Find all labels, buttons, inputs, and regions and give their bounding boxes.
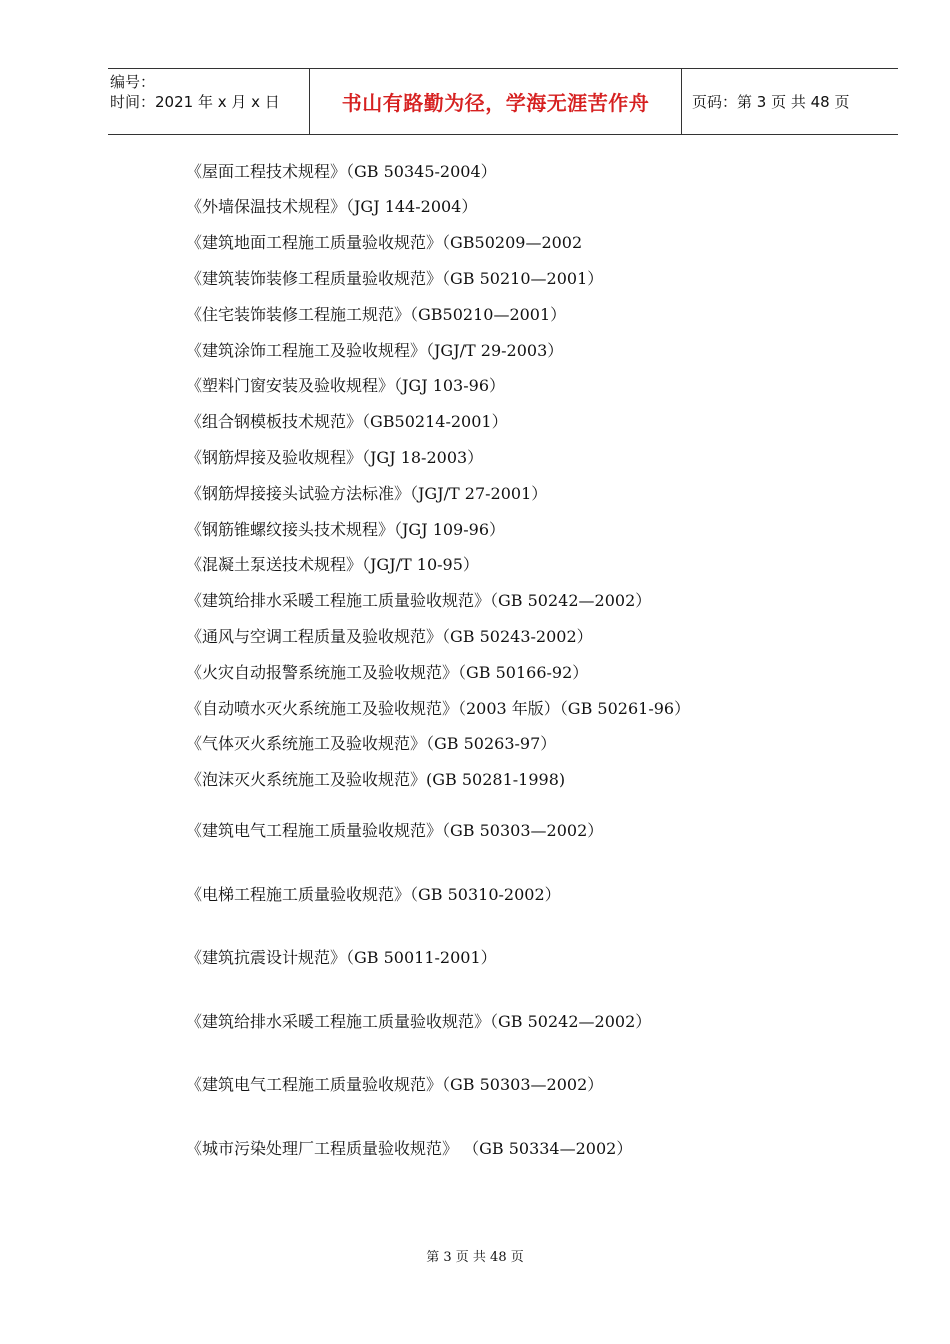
header-motto: 书山有路勤为径，学海无涯苦作舟: [310, 69, 682, 134]
reference-item: 《建筑电气工程施工质量验收规范》（GB 50303—2002）: [186, 821, 604, 840]
reference-item: 《建筑抗震设计规范》（GB 50011-2001）: [186, 948, 497, 967]
reference-item: 《泡沫灭火系统施工及验收规范》(GB 50281-1998): [186, 770, 566, 789]
document-number-label: 编号：: [110, 73, 156, 91]
reference-item: 《住宅装饰装修工程施工规范》（GB50210—2001）: [186, 305, 567, 324]
reference-item: 《外墙保温技术规程》（JGJ 144-2004）: [186, 197, 478, 216]
page-header: [108, 68, 898, 135]
document-date: 时间：2021 年 x 月 x 日: [110, 93, 280, 111]
reference-item: 《屋面工程技术规程》（GB 50345-2004）: [186, 162, 497, 181]
reference-item: 《混凝土泵送技术规程》（JGJ/T 10-95）: [186, 555, 479, 574]
header-page-info: 页码：第 3 页 共 48 页: [692, 93, 850, 111]
footer-page-number: 第 3 页 共 48 页: [426, 1250, 524, 1265]
page-footer: [0, 1246, 950, 1265]
header-meta: [108, 69, 310, 134]
reference-item: 《钢筋焊接及验收规程》（JGJ 18-2003）: [186, 448, 484, 467]
reference-item: 《建筑电气工程施工质量验收规范》（GB 50303—2002）: [186, 1075, 604, 1094]
reference-item: 《电梯工程施工质量验收规范》（GB 50310-2002）: [186, 885, 561, 904]
reference-item: 《组合钢模板技术规范》（GB50214-2001）: [186, 412, 508, 431]
reference-item: 《气体灭火系统施工及验收规范》（GB 50263-97）: [186, 734, 557, 753]
reference-item: 《建筑给排水采暖工程施工质量验收规范》（GB 50242—2002）: [186, 1012, 652, 1031]
reference-item: 《通风与空调工程质量及验收规范》（GB 50243-2002）: [186, 627, 593, 646]
reference-item: 《建筑地面工程施工质量验收规范》（GB50209—2002: [186, 233, 583, 252]
reference-item: 《火灾自动报警系统施工及验收规范》（GB 50166-92）: [186, 663, 589, 682]
reference-item: 《钢筋焊接接头试验方法标准》（JGJ/T 27-2001）: [186, 484, 548, 503]
reference-item: 《城市污染处理厂工程质量验收规范》 （GB 50334—2002）: [186, 1139, 633, 1158]
reference-item: 《自动喷水灭火系统施工及验收规范》（2003 年版）（GB 50261-96）: [186, 699, 691, 718]
reference-item: 《塑料门窗安装及验收规程》（JGJ 103-96）: [186, 376, 506, 395]
reference-item: 《建筑给排水采暖工程施工质量验收规范》（GB 50242—2002）: [186, 591, 652, 610]
reference-item: 《建筑装饰装修工程质量验收规范》（GB 50210—2001）: [186, 269, 604, 288]
reference-item: 《钢筋锥螺纹接头技术规程》（JGJ 109-96）: [186, 520, 506, 539]
reference-item: 《建筑涂饰工程施工及验收规程》（JGJ/T 29-2003）: [186, 341, 564, 360]
